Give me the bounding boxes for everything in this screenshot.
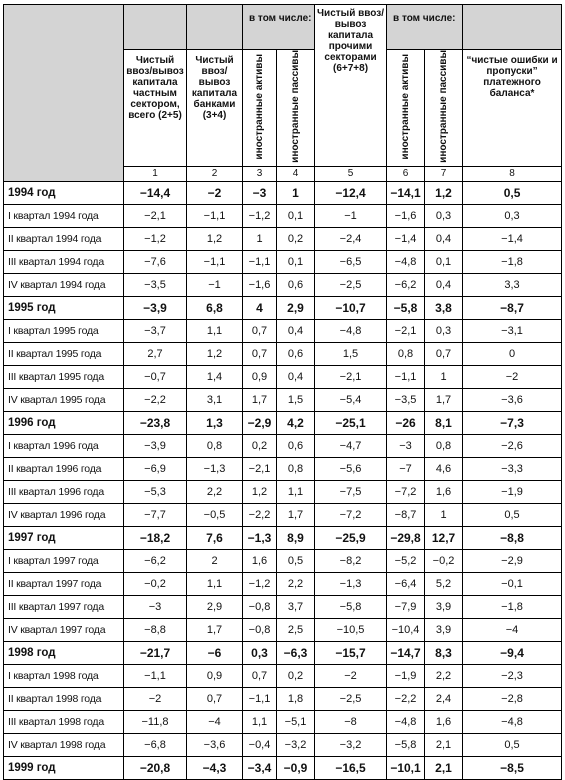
cell-col1: −18,2 [124,526,187,549]
cell-col3: 1 [243,227,277,250]
cell-col2: −1 [187,273,243,296]
cell-col4: 2,2 [277,572,315,595]
cell-col8: −8,8 [463,526,562,549]
header-col5: Чистый ввоз/вывоз капитала прочими секторами (6+7+8) [315,5,387,167]
cell-col1: −23,8 [124,411,187,434]
cell-col7: 0,4 [425,273,463,296]
cell-col3: −2,2 [243,503,277,526]
row-label: IV квартал 1996 года [4,503,124,526]
cell-col8: −2 [463,365,562,388]
cell-col8: −2,6 [463,434,562,457]
header-blank-col8 [463,5,562,50]
quarter-row [4,618,562,641]
row-label: 1996 год [4,411,124,434]
cell-col1: −7,6 [124,250,187,273]
row-label: II квартал 1996 года [4,457,124,480]
cell-col5: −2,5 [315,687,387,710]
cell-col3: −3 [243,181,277,204]
cell-col8: −2,3 [463,664,562,687]
cell-col6: −26 [387,411,425,434]
row-label: II квартал 1995 года [4,342,124,365]
header-row-top [4,5,562,50]
cell-col6: −3,5 [387,388,425,411]
col-number: 6 [387,166,425,181]
capital-flows-table [3,4,562,780]
cell-col4: 0,5 [277,549,315,572]
cell-col4: 0,2 [277,664,315,687]
cell-col1: −5,3 [124,480,187,503]
cell-col5: −2,4 [315,227,387,250]
cell-col6: −4,8 [387,710,425,733]
cell-col5: −2,1 [315,365,387,388]
cell-col7: 1,6 [425,480,463,503]
cell-col3: 0,7 [243,342,277,365]
row-label: IV квартал 1997 года [4,618,124,641]
cell-col8: −2,9 [463,549,562,572]
cell-col6: −2,2 [387,687,425,710]
cell-col3: 1,1 [243,710,277,733]
cell-col8: −3,6 [463,388,562,411]
cell-col3: 0,3 [243,641,277,664]
col-number: 5 [315,166,387,181]
cell-col2: 3,1 [187,388,243,411]
header-col6-text: иностранные активы [400,53,412,160]
cell-col2: 2,9 [187,595,243,618]
cell-col7: 2,2 [425,664,463,687]
cell-col4: 0,1 [277,204,315,227]
quarter-row [4,457,562,480]
cell-col5: −3,2 [315,733,387,756]
cell-col2: −2 [187,181,243,204]
cell-col4: 0,8 [277,457,315,480]
cell-col5: 1,5 [315,342,387,365]
cell-col3: 0,7 [243,664,277,687]
cell-col7: 1 [425,365,463,388]
row-label: III квартал 1996 года [4,480,124,503]
cell-col5: −15,7 [315,641,387,664]
row-label: II квартал 1994 года [4,227,124,250]
cell-col5: −12,4 [315,181,387,204]
cell-col3: −1,6 [243,273,277,296]
cell-col3: 0,2 [243,434,277,457]
header-col3 [243,50,277,167]
row-label: IV квартал 1995 года [4,388,124,411]
cell-col5: −5,6 [315,457,387,480]
cell-col2: −3,6 [187,733,243,756]
year-row [4,526,562,549]
cell-col8: −4 [463,618,562,641]
quarter-row [4,227,562,250]
cell-col4: 0,6 [277,273,315,296]
cell-col8: 0,3 [463,204,562,227]
cell-col6: −1,9 [387,664,425,687]
cell-col4: −0,9 [277,756,315,779]
cell-col4: 8,9 [277,526,315,549]
cell-col8: −3,1 [463,319,562,342]
cell-col5: −6,5 [315,250,387,273]
header-corner-cell [4,5,124,182]
cell-col2: 1,7 [187,618,243,641]
table-body [4,181,562,779]
row-label: II квартал 1998 года [4,687,124,710]
quarter-row [4,319,562,342]
cell-col3: −3,4 [243,756,277,779]
row-label: II квартал 1997 года [4,572,124,595]
header-col7 [425,50,463,167]
cell-col7: 0,8 [425,434,463,457]
cell-col1: −2 [124,687,187,710]
cell-col2: 6,8 [187,296,243,319]
cell-col1: −14,4 [124,181,187,204]
cell-col8: −0,1 [463,572,562,595]
cell-col1: −6,2 [124,549,187,572]
row-label: I квартал 1995 года [4,319,124,342]
cell-col6: −7 [387,457,425,480]
cell-col7: 1 [425,503,463,526]
cell-col3: −1,1 [243,250,277,273]
quarter-row [4,549,562,572]
row-label: 1999 год [4,756,124,779]
cell-col4: 1,5 [277,388,315,411]
cell-col1: −2,2 [124,388,187,411]
cell-col1: −6,9 [124,457,187,480]
cell-col7: 8,1 [425,411,463,434]
quarter-row [4,503,562,526]
cell-col2: 0,9 [187,664,243,687]
col-number: 3 [243,166,277,181]
col-number: 1 [124,166,187,181]
cell-col4: −5,1 [277,710,315,733]
cell-col3: −2,1 [243,457,277,480]
cell-col1: −3,9 [124,296,187,319]
cell-col4: 0,1 [277,250,315,273]
cell-col8: 0,5 [463,733,562,756]
cell-col7: 2,1 [425,756,463,779]
cell-col6: −2,1 [387,319,425,342]
cell-col4: 0,2 [277,227,315,250]
cell-col2: 1,2 [187,227,243,250]
cell-col8: −2,8 [463,687,562,710]
quarter-row [4,595,562,618]
cell-col2: 1,1 [187,572,243,595]
year-row [4,641,562,664]
cell-col5: −5,8 [315,595,387,618]
cell-col8: −1,4 [463,227,562,250]
cell-col3: −1,1 [243,687,277,710]
cell-col4: 1,8 [277,687,315,710]
row-label: I квартал 1997 года [4,549,124,572]
cell-col8: −8,5 [463,756,562,779]
cell-col5: −5,4 [315,388,387,411]
cell-col5: −25,9 [315,526,387,549]
cell-col1: −1,1 [124,664,187,687]
quarter-row [4,273,562,296]
quarter-row [4,250,562,273]
header-col6 [387,50,425,167]
cell-col2: 1,1 [187,319,243,342]
cell-col3: −0,8 [243,595,277,618]
quarter-row [4,204,562,227]
row-label: III квартал 1994 года [4,250,124,273]
cell-col1: −2,1 [124,204,187,227]
row-label: I квартал 1998 года [4,664,124,687]
cell-col4: 2,9 [277,296,315,319]
row-label: 1997 год [4,526,124,549]
cell-col5: −4,8 [315,319,387,342]
header-col8: “чистые ошибки и пропуски” платежного баланса* [463,50,562,167]
year-row [4,296,562,319]
quarter-row [4,733,562,756]
cell-col8: −1,8 [463,250,562,273]
cell-col7: 1,6 [425,710,463,733]
cell-col8: 0 [463,342,562,365]
cell-col4: 1,7 [277,503,315,526]
cell-col3: −0,8 [243,618,277,641]
cell-col6: −3 [387,434,425,457]
cell-col4: 0,4 [277,319,315,342]
cell-col6: −7,9 [387,595,425,618]
quarter-row [4,388,562,411]
cell-col1: −3,9 [124,434,187,457]
cell-col4: 0,4 [277,365,315,388]
cell-col1: −3,7 [124,319,187,342]
cell-col7: 1,7 [425,388,463,411]
cell-col6: −10,1 [387,756,425,779]
cell-col2: 0,7 [187,687,243,710]
cell-col5: −8 [315,710,387,733]
cell-col1: −3 [124,595,187,618]
cell-col8: 3,3 [463,273,562,296]
cell-col7: 2,1 [425,733,463,756]
cell-col3: −1,2 [243,572,277,595]
cell-col7: 0,3 [425,319,463,342]
cell-col5: −1,3 [315,572,387,595]
cell-col2: 1,2 [187,342,243,365]
header-including-other: в том числе: [387,5,463,50]
year-row [4,411,562,434]
cell-col7: −0,2 [425,549,463,572]
cell-col1: −1,2 [124,227,187,250]
cell-col5: −2,5 [315,273,387,296]
cell-col6: −4,8 [387,250,425,273]
cell-col3: 1,7 [243,388,277,411]
row-label: IV квартал 1994 года [4,273,124,296]
cell-col1: −3,5 [124,273,187,296]
quarter-row [4,664,562,687]
cell-col4: 1,1 [277,480,315,503]
cell-col6: −29,8 [387,526,425,549]
cell-col2: 7,6 [187,526,243,549]
cell-col6: −5,8 [387,296,425,319]
cell-col5: −25,1 [315,411,387,434]
year-row [4,181,562,204]
quarter-row [4,434,562,457]
cell-col1: −11,8 [124,710,187,733]
cell-col4: 0,6 [277,342,315,365]
cell-col5: −10,5 [315,618,387,641]
quarter-row [4,572,562,595]
cell-col3: −1,2 [243,204,277,227]
cell-col7: 8,3 [425,641,463,664]
cell-col3: −2,9 [243,411,277,434]
cell-col4: 0,6 [277,434,315,457]
table-container [3,4,562,780]
cell-col6: −7,2 [387,480,425,503]
cell-col7: 3,9 [425,595,463,618]
cell-col5: −7,2 [315,503,387,526]
row-label: 1998 год [4,641,124,664]
cell-col3: 4 [243,296,277,319]
cell-col7: 4,6 [425,457,463,480]
cell-col6: −1,4 [387,227,425,250]
col-number: 2 [187,166,243,181]
cell-col4: 4,2 [277,411,315,434]
cell-col1: −7,7 [124,503,187,526]
header-col2: Чистый ввоз/ вывоз капитала банками (3+4) [187,50,243,167]
col-number: 4 [277,166,315,181]
cell-col2: −4,3 [187,756,243,779]
cell-col3: 0,7 [243,319,277,342]
cell-col7: 3,8 [425,296,463,319]
row-label: III квартал 1997 года [4,595,124,618]
row-label: I квартал 1996 года [4,434,124,457]
cell-col3: 1,2 [243,480,277,503]
header-col4-text: иностранные пассивы [290,50,301,163]
cell-col6: −14,7 [387,641,425,664]
cell-col5: −10,7 [315,296,387,319]
row-label: 1995 год [4,296,124,319]
cell-col2: −1,1 [187,250,243,273]
header-including-banks: в том числе: [243,5,315,50]
cell-col7: 0,7 [425,342,463,365]
row-label: 1994 год [4,181,124,204]
cell-col1: −6,8 [124,733,187,756]
cell-col5: −1 [315,204,387,227]
quarter-row [4,365,562,388]
cell-col7: 1,2 [425,181,463,204]
cell-col6: −14,1 [387,181,425,204]
cell-col2: 0,8 [187,434,243,457]
quarter-row [4,710,562,733]
cell-col4: 2,5 [277,618,315,641]
cell-col5: −4,7 [315,434,387,457]
cell-col8: −3,3 [463,457,562,480]
cell-col6: 0,8 [387,342,425,365]
quarter-row [4,687,562,710]
cell-col6: −6,4 [387,572,425,595]
cell-col2: −1,3 [187,457,243,480]
cell-col6: −5,8 [387,733,425,756]
cell-col7: 3,9 [425,618,463,641]
header-col1: Чистый ввоз/вывоз капитала частным сектором, всего (2+5) [124,50,187,167]
cell-col5: −16,5 [315,756,387,779]
cell-col8: −4,8 [463,710,562,733]
row-label: III квартал 1998 года [4,710,124,733]
cell-col6: −8,7 [387,503,425,526]
cell-col6: −5,2 [387,549,425,572]
header-col3-text: иностранные активы [254,53,265,160]
cell-col7: 2,4 [425,687,463,710]
cell-col2: 2 [187,549,243,572]
cell-col5: −2 [315,664,387,687]
cell-col8: −1,9 [463,480,562,503]
header-col7-text: иностранные пассивы [438,50,450,163]
cell-col4: 3,7 [277,595,315,618]
row-label: I квартал 1994 года [4,204,124,227]
cell-col1: −0,2 [124,572,187,595]
header-col4 [277,50,315,167]
cell-col7: 5,2 [425,572,463,595]
row-label: III квартал 1995 года [4,365,124,388]
cell-col7: 0,4 [425,227,463,250]
cell-col3: 1,6 [243,549,277,572]
cell-col7: 12,7 [425,526,463,549]
cell-col6: −10,4 [387,618,425,641]
quarter-row [4,480,562,503]
cell-col4: −6,3 [277,641,315,664]
col-number: 7 [425,166,463,181]
cell-col5: −7,5 [315,480,387,503]
cell-col8: −1,8 [463,595,562,618]
cell-col7: 0,1 [425,250,463,273]
cell-col2: 1,3 [187,411,243,434]
cell-col3: −1,3 [243,526,277,549]
cell-col6: −1,6 [387,204,425,227]
col-number: 8 [463,166,562,181]
cell-col8: −7,3 [463,411,562,434]
cell-col4: 1 [277,181,315,204]
cell-col1: −8,8 [124,618,187,641]
header-blank-col1 [124,5,187,50]
cell-col2: 1,4 [187,365,243,388]
cell-col7: 0,3 [425,204,463,227]
cell-col8: 0,5 [463,181,562,204]
cell-col1: −20,8 [124,756,187,779]
row-label: IV квартал 1998 года [4,733,124,756]
cell-col2: 2,2 [187,480,243,503]
cell-col2: −6 [187,641,243,664]
cell-col6: −1,1 [387,365,425,388]
cell-col3: −0,4 [243,733,277,756]
cell-col8: 0,5 [463,503,562,526]
cell-col2: −1,1 [187,204,243,227]
cell-col3: 0,9 [243,365,277,388]
cell-col1: 2,7 [124,342,187,365]
year-row [4,756,562,779]
cell-col6: −6,2 [387,273,425,296]
cell-col2: −0,5 [187,503,243,526]
quarter-row [4,342,562,365]
cell-col2: −4 [187,710,243,733]
cell-col5: −8,2 [315,549,387,572]
cell-col4: −3,2 [277,733,315,756]
cell-col1: −21,7 [124,641,187,664]
cell-col1: −0,7 [124,365,187,388]
header-blank-col2 [187,5,243,50]
cell-col8: −9,4 [463,641,562,664]
cell-col8: −8,7 [463,296,562,319]
